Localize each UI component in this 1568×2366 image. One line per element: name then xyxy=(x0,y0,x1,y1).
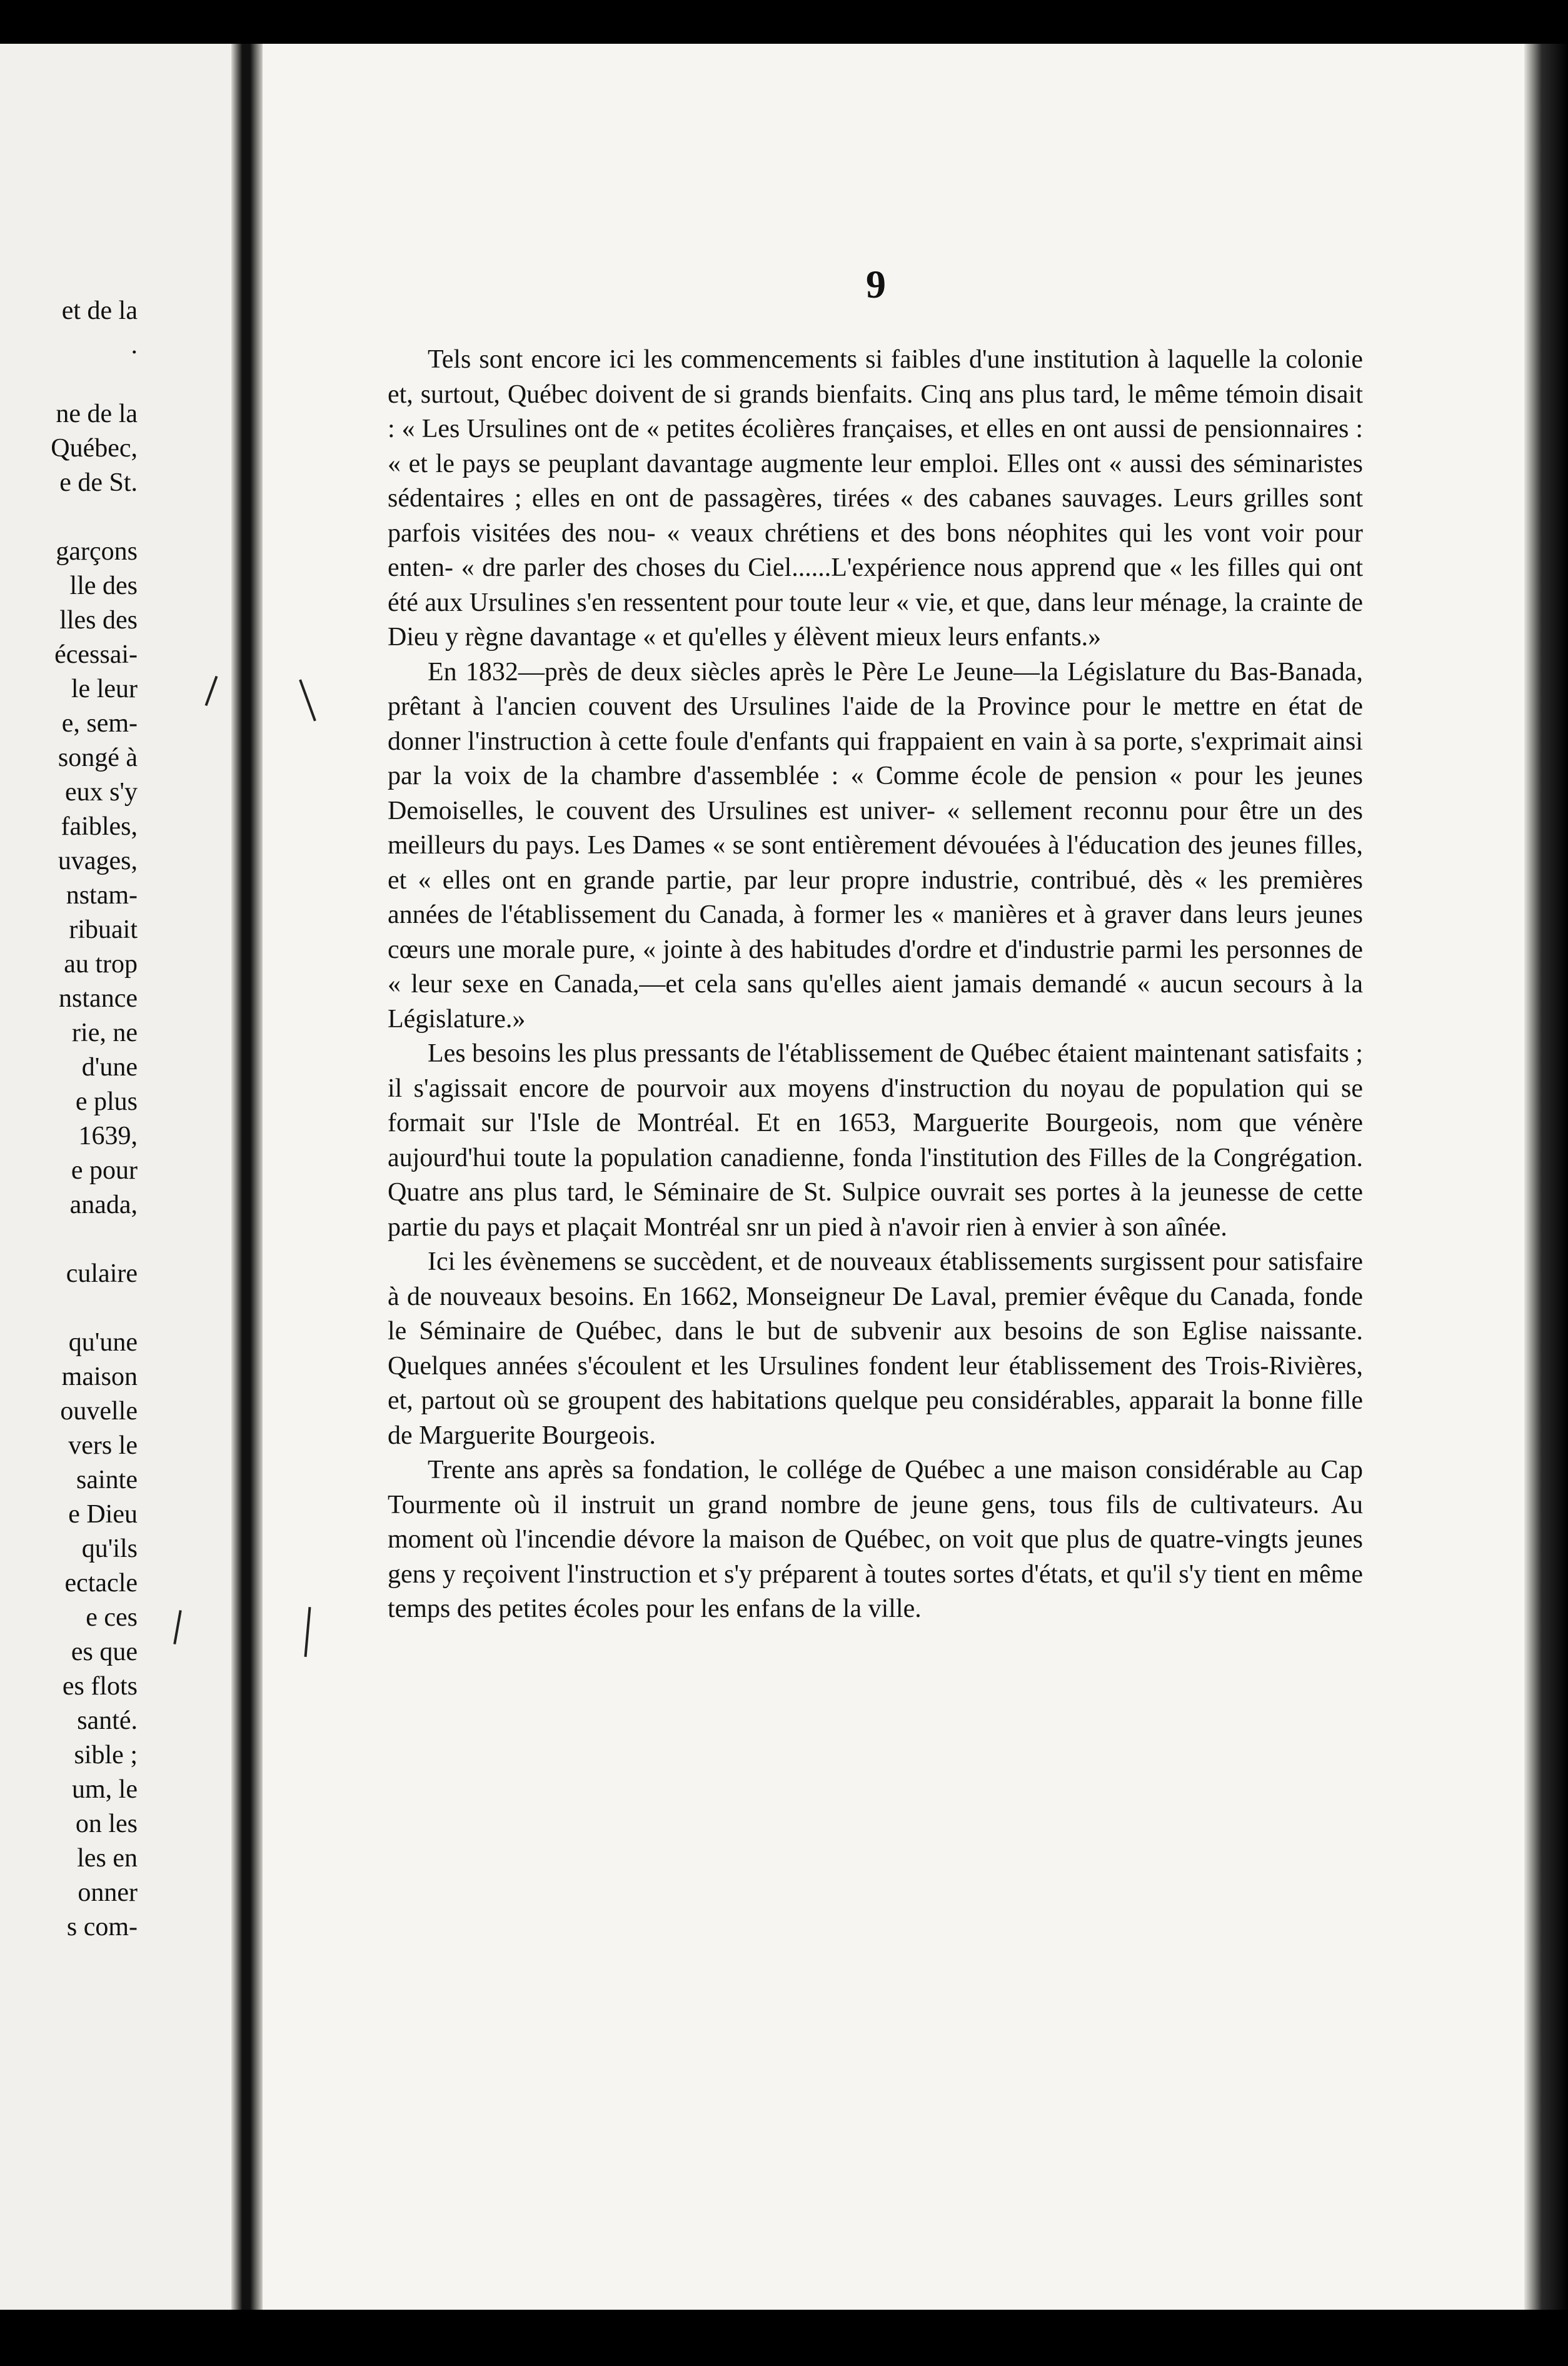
facing-page-line: ectacle xyxy=(64,1569,138,1598)
scan-border-top xyxy=(0,0,1568,44)
paragraph-4: Ici les évènemens se succèdent, et de nouveaux établissements surgissent pour satisfaire à de nouveaux besoins. En 1662, Monseigneur De Laval, premier évêque du Canada, fonde le Séminaire de Québec, dans le but de subvenir aux besoins de son Eglise naissante. Quelques années s'écoulent et les Ursulines fondent leur établissement des Trois-Rivières, et, partout où se groupent des habitations quelque peu considérables, apparait la bonne fille de Marguerite Bourgeois. xyxy=(388,1247,1363,1450)
facing-page-line: anada, xyxy=(69,1191,138,1219)
facing-page-line: au trop xyxy=(64,950,138,979)
facing-page-line: maison xyxy=(61,1362,138,1391)
facing-page-line: ne de la xyxy=(56,400,138,428)
facing-page-line xyxy=(0,1222,138,1257)
facing-page-line: 1639, xyxy=(78,1122,138,1150)
facing-page-line: nstance xyxy=(59,984,138,1013)
facing-page-line: e Dieu xyxy=(68,1500,138,1529)
facing-page-line: es flots xyxy=(62,1672,138,1701)
facing-page-line: le leur xyxy=(71,675,138,703)
facing-page-line: e de St. xyxy=(59,468,138,497)
page-edge xyxy=(1524,44,1568,2310)
scan-border-bottom xyxy=(0,2310,1568,2366)
facing-page-line: rie, ne xyxy=(72,1019,138,1047)
facing-page-line: lles des xyxy=(59,606,138,635)
page-number: 9 xyxy=(866,262,886,306)
facing-page-line: on les xyxy=(75,1810,138,1838)
facing-page-text xyxy=(0,294,138,1945)
facing-page-line: onner xyxy=(78,1878,138,1907)
facing-page-line: santé. xyxy=(77,1706,138,1735)
facing-page-line: s com- xyxy=(66,1913,138,1941)
facing-page-line: ouvelle xyxy=(60,1397,138,1426)
facing-page-line xyxy=(0,363,138,397)
facing-page-line: sible ; xyxy=(74,1741,138,1769)
facing-page-line: d'une xyxy=(81,1053,138,1082)
facing-page-line: faibles, xyxy=(61,812,138,841)
facing-page-line: sainte xyxy=(76,1466,138,1494)
facing-page-line: e pour xyxy=(71,1156,138,1185)
book-gutter xyxy=(231,44,263,2310)
facing-page-line: um, le xyxy=(72,1775,138,1804)
facing-page-line: vers le xyxy=(68,1431,138,1460)
paragraph-3: Les besoins les plus pressants de l'établissement de Québec étaient maintenant satisfaits ; il s'agissait encore de pourvoir aux moyens d'instruction du noyau de population qui se formait sur l'Isle de Montréal. Et en 1653, Marguerite Bourgeois, nom que vénère aujourd'hui toute la population canadienne, fonda l'institution des Filles de la Congrégation. Quatre ans plus tard, le Séminaire de St. Sulpice ouvrait ses portes à la jeunesse de cette partie du pays et plaçait Montréal snr un pied à n'avoir rien à envier à son aînée. xyxy=(388,1039,1363,1242)
paragraph-5: Trente ans après sa fondation, le collége de Québec a une maison considérable au Cap Tourmente où il instruit un grand nombre de jeune gens, tous fils de cultivateurs. Au moment où l'incendie dévore la maison de Québec, on voit que plus de quatre-vingts jeunes gens y reçoivent l'instruction et s'y préparent à toutes sortes d'états, et qu'il s'y tient en même temps des petites écoles pour les enfans de la ville. xyxy=(388,1456,1363,1623)
paragraph-2: En 1832—près de deux siècles après le Père Le Jeune—la Législature du Bas-Banada, prêtant à l'ancien couvent des Ursulines l'aide de la Province pour le mettre en état de donner l'instruction à cette foule d'enfants qui frappaient en vain à sa porte, s'exprimait ainsi par la voix de la chambre d'assemblée : « Comme école de pension « pour les jeunes Demoiselles, le couvent des Ursulines est univer- « sellement reconnu pour être un des meilleurs du pays. Les Dames « se sont entièrement dévouées à l'éducation des jeunes filles, et « elles ont en grande partie, par leur propre industrie, contribué, dès « les premières années de l'établissement du Canada, à former les « manières et à graver dans leurs jeunes cœurs une morale pure, « jointe à des habitudes d'ordre et d'industrie parmi les personnes de « leur sexe en Canada,—et cela sans qu'elles aient jamais demandé « aucun secours à la Législature.» xyxy=(388,657,1363,1034)
facing-page-line: lle des xyxy=(69,571,138,600)
body-text xyxy=(388,343,1363,1627)
facing-page-line: et de la xyxy=(61,296,138,325)
facing-page-line xyxy=(0,500,138,535)
facing-page-line: culaire xyxy=(66,1259,138,1288)
paragraph-1: Tels sont encore ici les commencements si faibles d'une institution à laquelle la colonie et, surtout, Québec doivent de si grands bienfaits. Cinq ans plus tard, le même témoin disait : « Les Ursulines ont de « petites écolières françaises, et elles en ont aussi de pensionnaires : « et le pays se peuplant davantage augmente leur emploi. Elles ont « aussi des séminaristes sédentaires ; elles en ont de passagères, tirées « des cabanes sauvages. Leurs grilles sont parfois visitées des nou- « veaux chrétiens et des bons néophites qui les vont voir pour enten- « dre parler des choses du Ciel......L'expérience nous apprend que « les filles qui ont été aux Ursulines s'en ressentent pour toute leur « vie, et que, dans leur ménage, la crainte de Dieu y règne davantage « et qu'elles y élèvent mieux leurs enfants.» xyxy=(388,345,1363,652)
facing-page-line: e plus xyxy=(75,1087,138,1116)
facing-page-line: les en xyxy=(77,1844,138,1873)
facing-page-line: e ces xyxy=(86,1603,138,1632)
facing-page-line: uvages, xyxy=(58,847,138,875)
facing-page-line: garçons xyxy=(56,537,138,566)
facing-page-line: qu'ils xyxy=(81,1534,138,1563)
facing-page-line: songé à xyxy=(58,743,138,772)
facing-page-line: qu'une xyxy=(68,1328,138,1357)
facing-page-line: ribuait xyxy=(69,915,138,944)
facing-page-line xyxy=(0,1291,138,1326)
facing-page-line: Québec, xyxy=(51,434,138,463)
facing-page-line: écessai- xyxy=(54,640,138,669)
facing-page-line: es que xyxy=(71,1638,138,1666)
facing-page-line: nstam- xyxy=(66,881,138,910)
facing-page-fragment xyxy=(0,44,231,2310)
facing-page-line: e, sem- xyxy=(61,709,138,738)
facing-page-line: . xyxy=(131,331,138,360)
facing-page-line: eux s'y xyxy=(64,778,138,807)
